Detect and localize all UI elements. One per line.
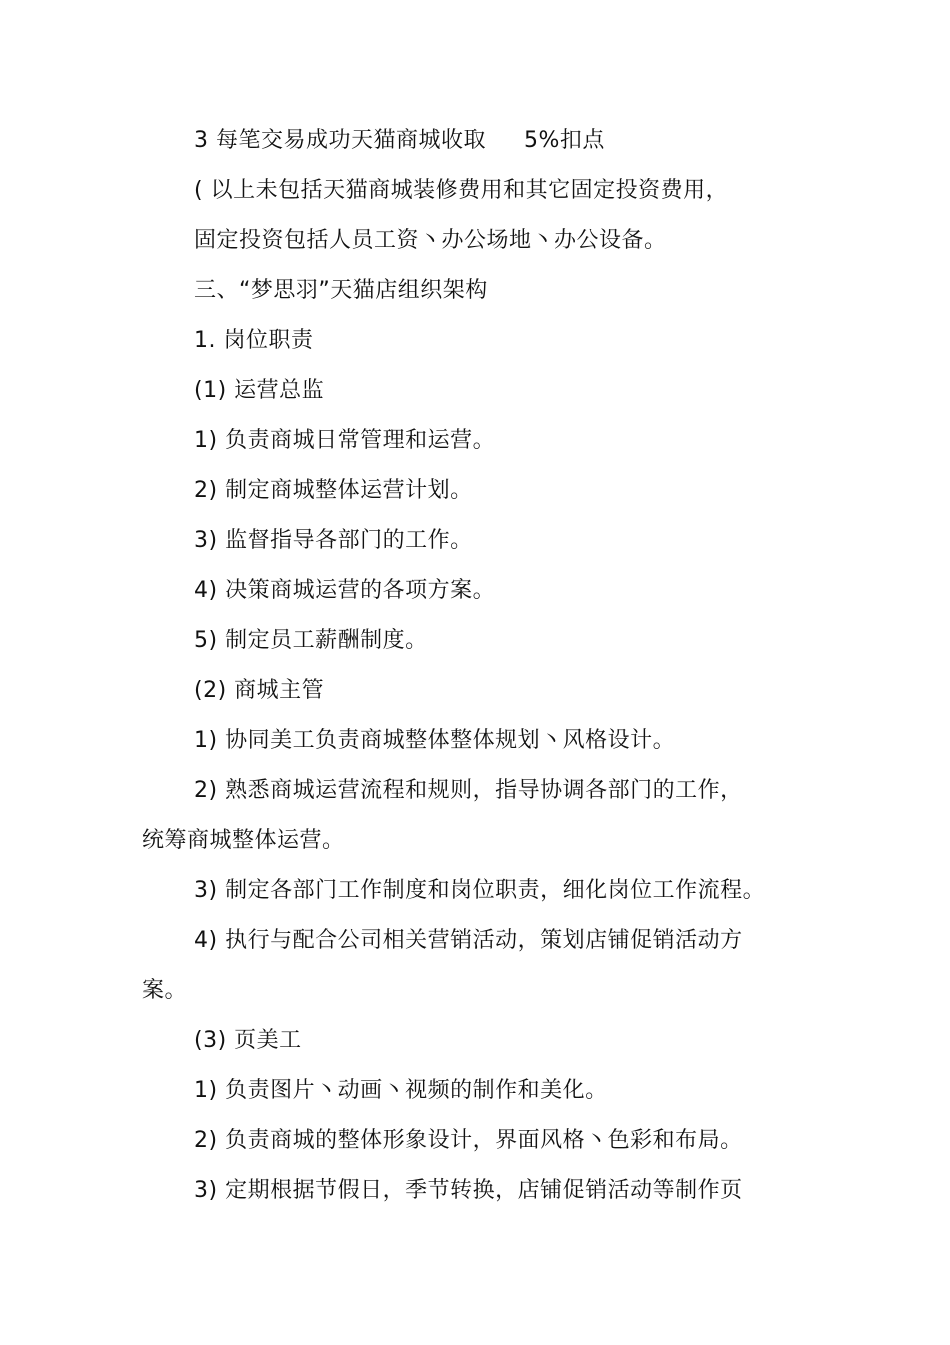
list-item: 1) 协同美工负责商城整体整体规划丶风格设计。 [194, 728, 676, 753]
list-item-continuation: 统筹商城整体运营。 [142, 828, 345, 853]
text-segment: 5%扣点 [524, 128, 605, 153]
list-item: 2) 熟悉商城运营流程和规则，指导协调各部门的工作， [194, 778, 743, 803]
section-heading: 三、“梦思羽”天猫店组织架构 [194, 278, 488, 303]
text-segment: 3 每笔交易成功天猫商城收取 [194, 128, 486, 153]
list-item-continuation: 案。 [142, 978, 188, 1003]
list-item: 1) 负责商城日常管理和运营。 [194, 428, 496, 453]
list-item: 4) 执行与配合公司相关营销活动，策划店铺促销活动方 [194, 928, 743, 953]
role-heading: (3) 页美工 [194, 1028, 302, 1053]
list-item: 5) 制定员工薪酬制度。 [194, 628, 428, 653]
role-heading: (2) 商城主管 [194, 678, 325, 703]
list-item: 3) 制定各部门工作制度和岗位职责，细化岗位工作流程。 [194, 878, 766, 903]
paragraph-line: 固定投资包括人员工资丶办公场地丶办公设备。 [194, 228, 667, 253]
list-item: 3) 监督指导各部门的工作。 [194, 528, 473, 553]
list-item: 1) 负责图片丶动画丶视频的制作和美化。 [194, 1078, 608, 1103]
list-item: 4) 决策商城运营的各项方案。 [194, 578, 496, 603]
paragraph-line: ( 以上未包括天猫商城装修费用和其它固定投资费用， [194, 178, 729, 203]
role-heading: (1) 运营总监 [194, 378, 325, 403]
list-item: 2) 负责商城的整体形象设计，界面风格丶色彩和布局。 [194, 1128, 743, 1153]
list-item: 3) 定期根据节假日，季节转换，店铺促销活动等制作页 [194, 1178, 743, 1203]
paragraph-line [194, 126, 605, 156]
list-item: 2) 制定商城整体运营计划。 [194, 478, 473, 503]
subsection-heading: 1. 岗位职责 [194, 328, 314, 353]
